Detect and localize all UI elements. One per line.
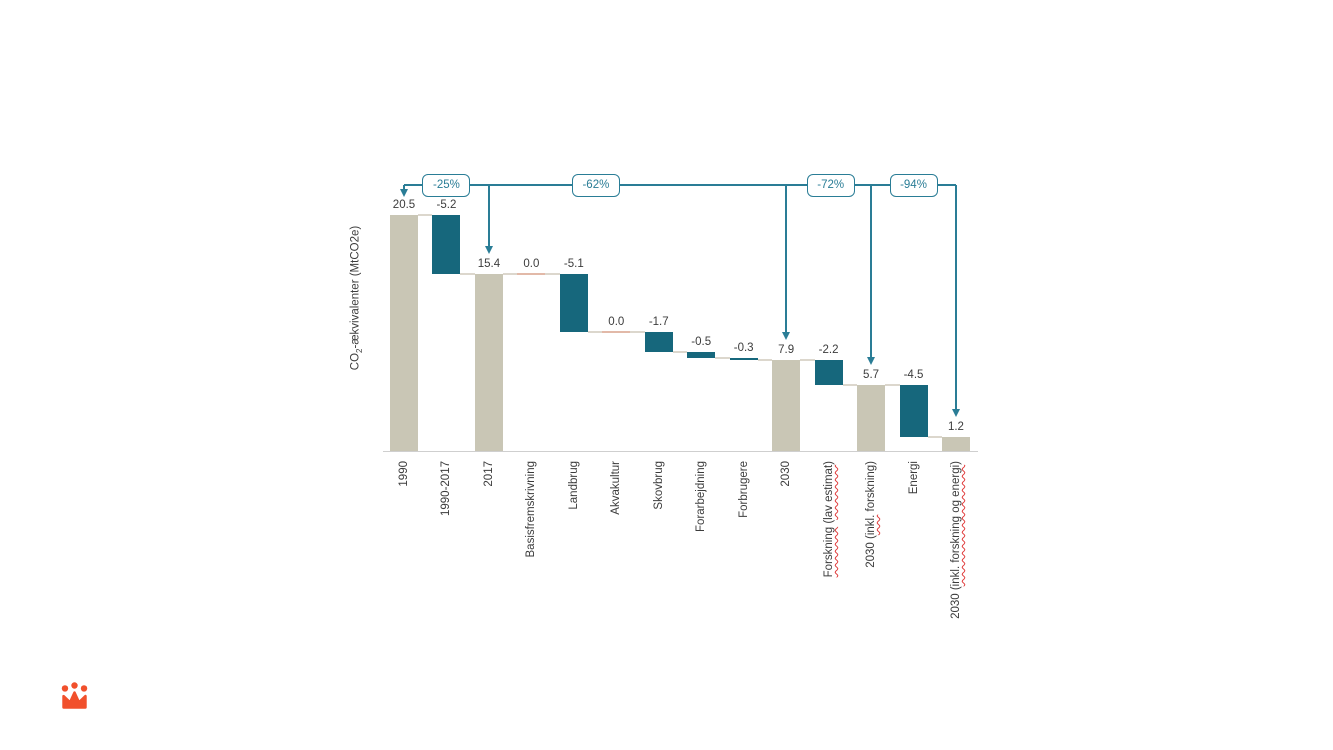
bar-value-label: -2.2: [818, 344, 839, 357]
zero-bar-line: [517, 273, 545, 275]
bracket-line: [404, 184, 956, 186]
y-axis-label: $CO_2$-ækvivalenter (MtCO2e): [349, 225, 364, 371]
x-tick-label: Akvakultur: [610, 461, 623, 515]
connector-line: [460, 273, 474, 275]
bar-value-label: -5.2: [436, 199, 457, 211]
x-axis-line: [383, 451, 978, 452]
x-tick-label: Basisfremskrivning: [525, 461, 538, 558]
bar-value-label: 1.2: [947, 421, 964, 434]
connector-line: [885, 384, 899, 386]
x-tick-label: 2030 (inkl. forskning og energi): [949, 461, 962, 619]
x-tick-label: 2030: [780, 461, 793, 487]
bar-value-label: -4.5: [903, 369, 924, 382]
bar: [390, 215, 418, 451]
bar: [560, 274, 588, 333]
connector-line: [928, 436, 942, 438]
percent-badge: -25%: [422, 174, 470, 197]
arrow-down-icon: [867, 357, 875, 365]
bar-value-label: 7.9: [778, 344, 795, 357]
connector-line: [418, 214, 432, 216]
x-tick-label: Energi: [907, 461, 920, 495]
zero-bar-line: [602, 331, 630, 333]
x-tick-label: 2017: [482, 461, 495, 487]
bracket-arrow-line: [488, 185, 490, 247]
bar-value-label: 0.0: [523, 257, 540, 270]
connector-line: [715, 357, 729, 359]
bracket-arrow-line: [870, 185, 872, 358]
arrow-down-icon: [782, 332, 790, 340]
bar-value-label: 20.5: [392, 199, 416, 211]
bar: [900, 385, 928, 437]
arrow-down-icon: [952, 409, 960, 417]
bar: [730, 358, 758, 360]
bar-value-label: -1.7: [648, 316, 669, 329]
bar: [475, 274, 503, 451]
connector-line: [630, 331, 644, 333]
connector-line: [588, 331, 602, 333]
connector-line: [843, 384, 857, 386]
x-tick-label: Forbrugere: [737, 461, 750, 518]
bar: [687, 352, 715, 358]
x-tick-label: 1990-2017: [440, 461, 453, 516]
bar-value-label: 5.7: [863, 369, 880, 382]
arrow-down-icon: [400, 189, 408, 197]
x-tick-label: 2030 (inkl. forskning): [865, 461, 878, 568]
bar: [645, 332, 673, 352]
connector-line: [545, 273, 559, 275]
x-tick-label: Forskning (lav estimat): [822, 461, 835, 578]
crown-logo: [60, 682, 89, 711]
bracket-arrow-line: [785, 185, 787, 333]
arrow-down-icon: [485, 246, 493, 254]
x-tick-label: 1990: [398, 461, 410, 487]
percent-badge: -94%: [890, 174, 938, 197]
bar-value-label: -0.5: [691, 335, 712, 348]
connector-line: [673, 351, 687, 353]
x-tick-label: Landbrug: [567, 461, 580, 510]
bar-value-label: -0.3: [733, 341, 754, 354]
percent-badge: -72%: [807, 174, 855, 197]
bar-value-label: 15.4: [477, 257, 501, 270]
connector-line: [503, 273, 517, 275]
bar: [432, 215, 460, 274]
connector-line: [800, 359, 814, 361]
bar-value-label: -5.1: [563, 257, 584, 270]
x-tick-label: Forarbejdning: [695, 461, 708, 532]
bar: [857, 385, 885, 451]
bar: [942, 437, 970, 451]
bar: [815, 360, 843, 385]
bar-value-label: 0.0: [608, 316, 625, 329]
connector-line: [758, 359, 772, 361]
bracket-arrow-line: [955, 185, 957, 410]
percent-badge: -62%: [572, 174, 620, 197]
bar: [772, 360, 800, 451]
x-tick-label: Skovbrug: [652, 461, 665, 510]
